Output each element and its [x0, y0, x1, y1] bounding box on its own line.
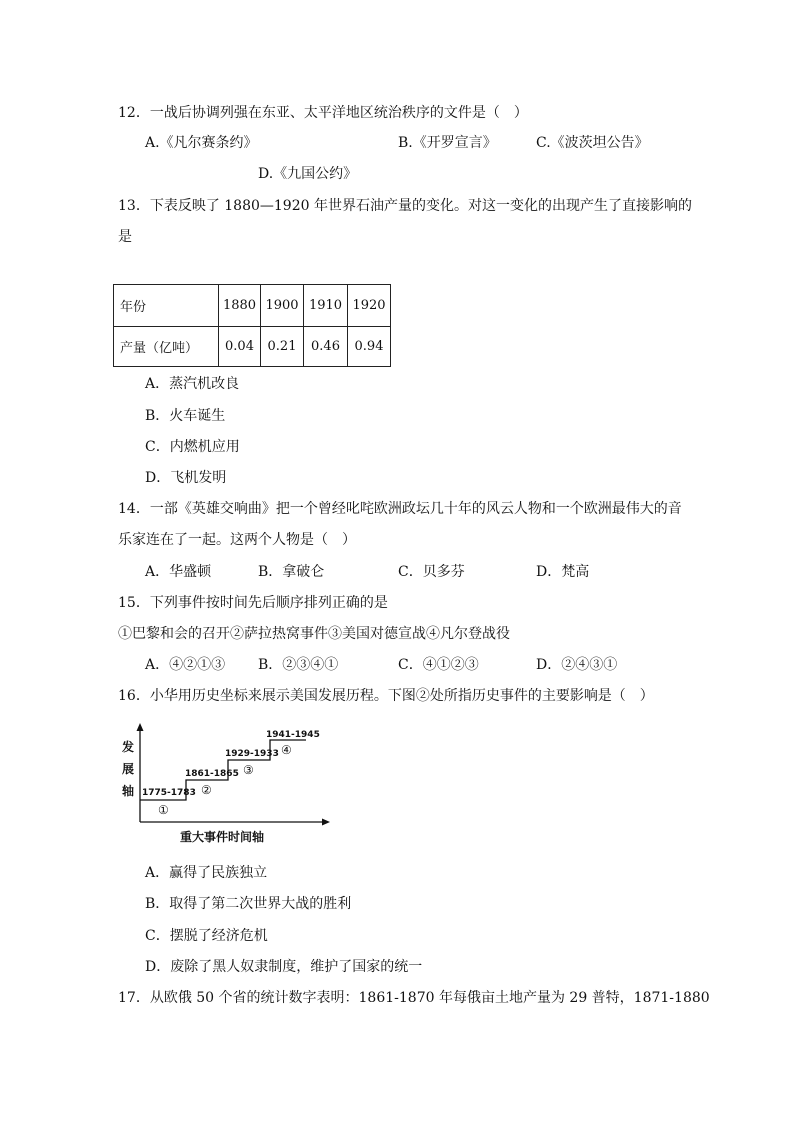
q16-option-a: A．赢得了民族独立: [145, 865, 268, 881]
oil-production-table: [113, 284, 391, 367]
step-marker-4: ④: [281, 743, 292, 757]
q13-option-b: B．火车诞生: [145, 408, 226, 424]
table-cell: 1900: [261, 285, 304, 327]
table-cell: 0.94: [348, 327, 391, 367]
q12-option-d: D.《九国公约》: [258, 166, 358, 182]
q13-stem-line2: 是: [118, 229, 132, 245]
q14-option-d: D．梵高: [536, 564, 590, 580]
q15-option-d: D．②④③①: [536, 657, 618, 673]
q13-stem-line1: 13．下表反映了 1880—1920 年世界石油产量的变化。对这一变化的出现产生了直接影响的: [118, 198, 692, 214]
step-period-3: 1929-1933: [225, 749, 279, 759]
step-period-2: 1861-1865: [185, 769, 239, 779]
q14-option-a: A．华盛顿: [145, 564, 212, 580]
x-axis-label: 重大事件时间轴: [180, 830, 265, 844]
step-marker-1: ①: [158, 803, 169, 817]
table-cell: 1910: [304, 285, 348, 327]
q12-stem: 12．一战后协调列强在东亚、太平洋地区统治秩序的文件是（ ）: [118, 105, 528, 121]
table-row-output: [114, 327, 391, 367]
table-cell: 1880: [219, 285, 261, 327]
q12-option-b: B.《开罗宣言》: [398, 135, 497, 151]
q13-option-a: A．蒸汽机改良: [145, 376, 240, 392]
step-marker-2: ②: [201, 783, 212, 797]
q13-option-c: C．内燃机应用: [145, 439, 240, 455]
table-header-output: 产量（亿吨）: [114, 327, 219, 367]
q17-stem: 17．从欧俄 50 个省的统计数字表明：1861-1870 年每俄亩土地产量为 29 普特，1871-1880: [118, 990, 710, 1006]
q16-option-c: C．摆脱了经济危机: [145, 928, 268, 944]
q14-option-c: C．贝多芬: [398, 564, 465, 580]
q14-stem-line2: 乐家连在了一起。这两个人物是（ ）: [118, 532, 356, 548]
q15-option-b: B．②③④①: [258, 657, 339, 673]
table-cell: 0.04: [219, 327, 261, 367]
q15-option-a: A．④②①③: [145, 657, 226, 673]
table-cell: 0.46: [304, 327, 348, 367]
q14-option-b: B．拿破仑: [258, 564, 325, 580]
q16-stem: 16．小华用历史坐标来展示美国发展历程。下图②处所指历史事件的主要影响是（ ）: [118, 688, 654, 704]
q16-option-d: D．废除了黑人奴隶制度，维护了国家的统一: [145, 959, 423, 975]
table-cell: 0.21: [261, 327, 304, 367]
y-axis-label: 发 展 轴: [122, 740, 135, 798]
q12-option-a: A.《凡尔赛条约》: [145, 135, 258, 151]
history-timeline-diagram: [118, 722, 338, 852]
table-header-year: 年份: [114, 285, 219, 327]
q14-stem-line1: 14．一部《英雄交响曲》把一个曾经叱咤欧洲政坛几十年的风云人物和一个欧洲最伟大的音: [118, 501, 682, 517]
step-marker-3: ③: [243, 763, 254, 777]
q15-events: ①巴黎和会的召开②萨拉热窝事件③美国对德宣战④凡尔登战役: [118, 626, 510, 642]
step-period-4: 1941-1945: [266, 730, 320, 740]
table-cell: 1920: [348, 285, 391, 327]
step-period-1: 1775-1783: [142, 788, 196, 798]
q15-option-c: C．④①②③: [398, 657, 479, 673]
q13-option-d: D．飞机发明: [145, 470, 227, 486]
q12-option-c: C.《波茨坦公告》: [536, 135, 649, 151]
table-row-years: [114, 285, 391, 327]
q16-option-b: B．取得了第二次世界大战的胜利: [145, 896, 352, 912]
q15-stem: 15．下列事件按时间先后顺序排列正确的是: [118, 595, 388, 611]
